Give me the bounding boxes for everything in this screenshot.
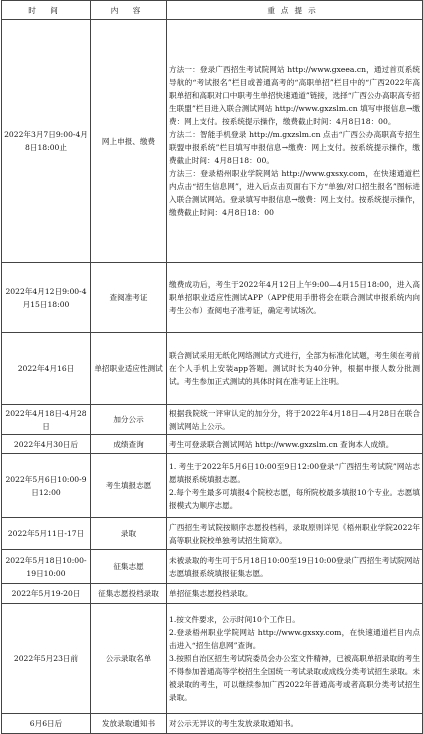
row-content: 成绩查询 bbox=[91, 435, 167, 454]
table-row bbox=[2, 20, 423, 263]
table-row bbox=[2, 604, 423, 714]
row-content: 网上申报、缴费 bbox=[91, 20, 167, 263]
header-row bbox=[2, 1, 423, 20]
row-time: 2022年4月18日-4月28日 bbox=[2, 405, 91, 435]
table-row bbox=[2, 584, 423, 604]
row-tips bbox=[167, 333, 423, 405]
row-tips bbox=[167, 550, 423, 584]
tip-paragraph: 2.每个考生最多可填报4个院校志愿，每所院校最多填报10个专业。志愿填报模式为顺序志愿。 bbox=[169, 487, 420, 510]
tip-paragraph: 方法三：登录梧州职业学院网站 http://www.gxsxy.com，在快速通道栏内点击“招生信息网”，进入后点击页面右下方“单独/对口招生报名”图标进入联合测试网站。登录填写申报信息→缴费：网上支付。按系统提示操作，缴费截止时间：4月8日18：00 bbox=[169, 169, 420, 217]
row-time: 2022年4月12日9:00-4月15日18:00 bbox=[2, 263, 91, 333]
tip-paragraph: 考生可登录联合测试网站 http://www.gxzslm.cn 查询本人成绩。 bbox=[169, 439, 394, 449]
row-content: 征集志愿投档录取 bbox=[91, 584, 167, 604]
table-row bbox=[2, 550, 423, 584]
row-tips bbox=[167, 454, 423, 518]
row-time: 2022年5月23日前 bbox=[2, 604, 91, 714]
row-tips bbox=[167, 20, 423, 263]
tip-paragraph: 方法一：登录广西招生考试院网站 http://www.gxeea.cn，通过首页系统导航的“考试报名”栏目或普通高考的“高职单招”栏目中的“广西2022年高职单招和高职对口中职考生单招快速通道”链接，选择“广西公办高职高专招生联盟”栏目进入联合测试网站 http://www.gxzslm.cn 填写申报信息→缴费：网上支付。按系统提示操作，缴费截止时间：4月8日18：00。 bbox=[169, 65, 420, 126]
table-row bbox=[2, 333, 423, 405]
row-time: 2022年3月7日9:00-4月8日18:00止 bbox=[2, 20, 91, 263]
table-row bbox=[2, 405, 423, 435]
table-row bbox=[2, 518, 423, 550]
tip-paragraph: 单招征集志愿投档录取。 bbox=[169, 589, 253, 598]
row-time: 2022年5月6日10:00-9日12:00 bbox=[2, 454, 91, 518]
header-time: 时 间 bbox=[2, 1, 91, 20]
row-content: 单招职业适应性测试 bbox=[91, 333, 167, 405]
tip-paragraph: 对公示无异议的考生发放录取通知书。 bbox=[169, 719, 299, 728]
tip-paragraph: 方法二：智能手机登录 http://m.gxzslm.cn 点击“广西公办高职高专招生联盟申报系统”栏目填写申报信息→缴费：网上支付。按系统提示操作，缴费截止时间：4月8日18：00。 bbox=[169, 130, 420, 165]
header-key: 重点提示 bbox=[167, 1, 423, 20]
row-content: 公示录取名单 bbox=[91, 604, 167, 714]
tip-paragraph: 广西招生考试院按顺序志愿投档科，录取原则详见《梧州职业学院2022年高等职业院校单独考试招生简章》。 bbox=[169, 522, 420, 545]
row-time: 2022年4月30日后 bbox=[2, 435, 91, 454]
row-tips bbox=[167, 405, 423, 435]
row-tips bbox=[167, 604, 423, 714]
row-time: 2022年4月16日 bbox=[2, 333, 91, 405]
tip-paragraph: 1. 考生于2022年5月6日10:00至9日12:00登录“广西招生考试院”网站志愿填报系统填报志愿。 bbox=[169, 461, 420, 484]
row-tips bbox=[167, 263, 423, 333]
row-content: 征集志愿 bbox=[91, 550, 167, 584]
row-tips bbox=[167, 584, 423, 604]
tip-paragraph: 未被录取的考生可于5月18日10:00至19日10:00登录广西招生考试院网站志愿填报系统填报征集志愿。 bbox=[169, 555, 420, 578]
table-row bbox=[2, 454, 423, 518]
tip-paragraph: 缴费成功后，考生于2022年4月12日上午9:00—4月15日18:00，进入高职单招职业适应性测试APP（APP使用手册将会在联合测试申报系统内向考生公布）查阅电子准考证，确定考试场次。 bbox=[169, 280, 420, 315]
row-content: 查阅准考证 bbox=[91, 263, 167, 333]
tip-paragraph: 根据我院统一评审认定的加分分，将于2022年4月18日—4月28日在联合测试网站上公示。 bbox=[169, 408, 420, 431]
row-time: 6月6日后 bbox=[2, 714, 91, 734]
row-time: 2022年5月19-20日 bbox=[2, 584, 91, 604]
tip-paragraph: 联合测试采用无纸化网络测试方式进行，全部为标准化试题，考生须在考前在个人手机上安装app答题。测试时长为40分钟，根据申报人数分批测试。考生参加正式测试的具体时间在准考证上注明。 bbox=[169, 351, 420, 386]
row-content: 发放录取通知书 bbox=[91, 714, 167, 734]
row-time: 2022年5月11日-17日 bbox=[2, 518, 91, 550]
row-content: 考生填报志愿 bbox=[91, 454, 167, 518]
schedule-table bbox=[1, 0, 423, 734]
table-row bbox=[2, 435, 423, 454]
header-content: 内 容 bbox=[91, 1, 167, 20]
row-tips bbox=[167, 435, 423, 454]
tip-paragraph: 1.按文件要求，公示时间10个工作日。 bbox=[169, 615, 300, 624]
row-content: 加分公示 bbox=[91, 405, 167, 435]
tip-paragraph: 3.按照自治区招生考试院委员会办公室文件精神，已被高职单招录取的考生不得参加普通高等学校招生全国统一考试录取或成线分类考试招生录取。未被录取的考生，可以继续参加广西2022年普通高考或者高职分类考试招生录取。 bbox=[169, 654, 420, 702]
row-time: 2022年5月18日10:00-19日10:00 bbox=[2, 550, 91, 584]
row-tips bbox=[167, 518, 423, 550]
table-row bbox=[2, 263, 423, 333]
row-content: 录取 bbox=[91, 518, 167, 550]
tip-paragraph: 2.登录梧州职业学院网站 http://www.gxsxy.com，在快速通道栏目内点击进入“招生信息网”查询。 bbox=[169, 628, 420, 650]
